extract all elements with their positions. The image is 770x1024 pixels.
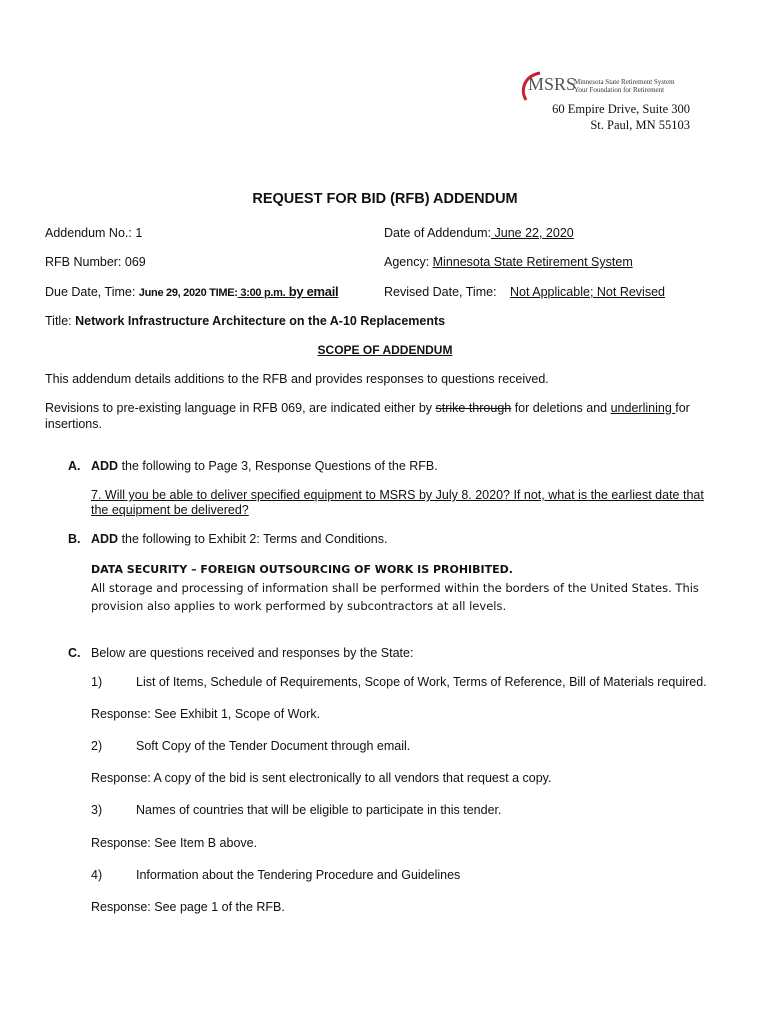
item-3-num: 3)	[91, 803, 103, 817]
page-title: REQUEST FOR BID (RFB) ADDENDUM	[252, 191, 518, 207]
section-a-letter: A.	[68, 459, 81, 473]
section-b-heading: DATA SECURITY – FOREIGN OUTSOURCING OF WORK IS PROHIBITED.	[91, 563, 513, 576]
section-a-text	[91, 459, 438, 473]
logo-line2: Your Foundation for Retirement	[574, 86, 665, 94]
strike-example: strike through	[435, 401, 512, 415]
section-a-insert-line2: the equipment be delivered?	[91, 503, 249, 517]
addendum-date-value: June 22, 2020	[491, 226, 574, 240]
rfb-title	[45, 314, 445, 328]
revisions-text2: for deletions and	[511, 401, 611, 415]
msrs-logo	[518, 70, 698, 106]
item-1-question: List of Items, Schedule of Requirements, Scope of Work, Terms of Reference, Bill of Materials required.	[136, 675, 707, 689]
item-1-num: 1)	[91, 675, 103, 689]
due-label: Due Date, Time:	[45, 285, 139, 299]
underline-example: underlining	[610, 401, 676, 415]
revisions-text3: for	[675, 401, 690, 415]
item-2-question: Soft Copy of the Tender Document through email.	[136, 739, 411, 753]
section-b-desc: the following to Exhibit 2: Terms and Conditions.	[118, 532, 388, 546]
rfb-number: RFB Number: 069	[45, 255, 146, 269]
due-date	[45, 284, 338, 299]
item-4-num: 4)	[91, 868, 103, 882]
section-c-text: Below are questions received and responses by the State:	[91, 646, 414, 660]
title-label: Title:	[45, 314, 76, 328]
scope-heading: SCOPE OF ADDENDUM	[317, 343, 453, 357]
section-a-desc: the following to Page 3, Response Questions of the RFB.	[118, 459, 438, 473]
revisions-line1	[45, 401, 690, 415]
item-2-response: Response: A copy of the bid is sent electronically to all vendors that request a copy.	[91, 771, 552, 785]
logo-line1: Minnesota State Retirement System	[574, 78, 675, 86]
section-c-letter: C.	[68, 646, 81, 660]
intro-text: This addendum details additions to the RFB and provides responses to questions received.	[45, 372, 549, 386]
address-line2: St. Paul, MN 55103	[590, 118, 690, 132]
item-4-question: Information about the Tendering Procedure and Guidelines	[136, 868, 461, 882]
section-b-line2: provision also applies to work performed by subcontractors at all levels.	[91, 599, 507, 613]
title-value: Network Infrastructure Architecture on the A-10 Replacements	[75, 314, 446, 328]
due-method: by email	[285, 284, 339, 299]
section-b-bold: ADD	[91, 532, 119, 546]
address-line1: 60 Empire Drive, Suite 300	[552, 102, 690, 116]
revised-label: Revised Date, Time:	[384, 285, 497, 299]
section-b-letter: B.	[68, 532, 81, 546]
section-a-bold: ADD	[91, 459, 119, 473]
addendum-number: Addendum No.: 1	[45, 226, 143, 240]
item-4-response: Response: See page 1 of the RFB.	[91, 900, 285, 914]
revisions-text1: Revisions to pre-existing language in RFB 069, are indicated either by	[45, 401, 436, 415]
revised-date	[384, 285, 665, 299]
addendum-date	[384, 226, 574, 240]
due-time: 3:00 p.m.	[237, 287, 286, 299]
revisions-line2: insertions.	[45, 417, 102, 431]
due-value: June 29, 2020 TIME:	[138, 287, 238, 299]
section-b-text	[91, 532, 387, 546]
agency-label: Agency:	[384, 255, 433, 269]
item-3-question: Names of countries that will be eligible to participate in this tender.	[136, 803, 502, 817]
addendum-date-label: Date of Addendum:	[384, 226, 492, 240]
section-a-insert-line1: 7. Will you be able to deliver specified equipment to MSRS by July 8. 2020? If not, what is the earliest date that	[91, 488, 704, 502]
logo-wordmark: MSRS	[528, 74, 577, 94]
revised-value: Not Applicable; Not Revised	[510, 285, 665, 299]
agency	[384, 255, 633, 269]
item-2-num: 2)	[91, 739, 103, 753]
item-1-response: Response: See Exhibit 1, Scope of Work.	[91, 707, 321, 721]
section-b-line1: All storage and processing of information shall be performed within the borders of the United States. This	[91, 581, 699, 595]
item-3-response: Response: See Item B above.	[91, 836, 258, 850]
agency-value: Minnesota State Retirement System	[432, 255, 633, 269]
